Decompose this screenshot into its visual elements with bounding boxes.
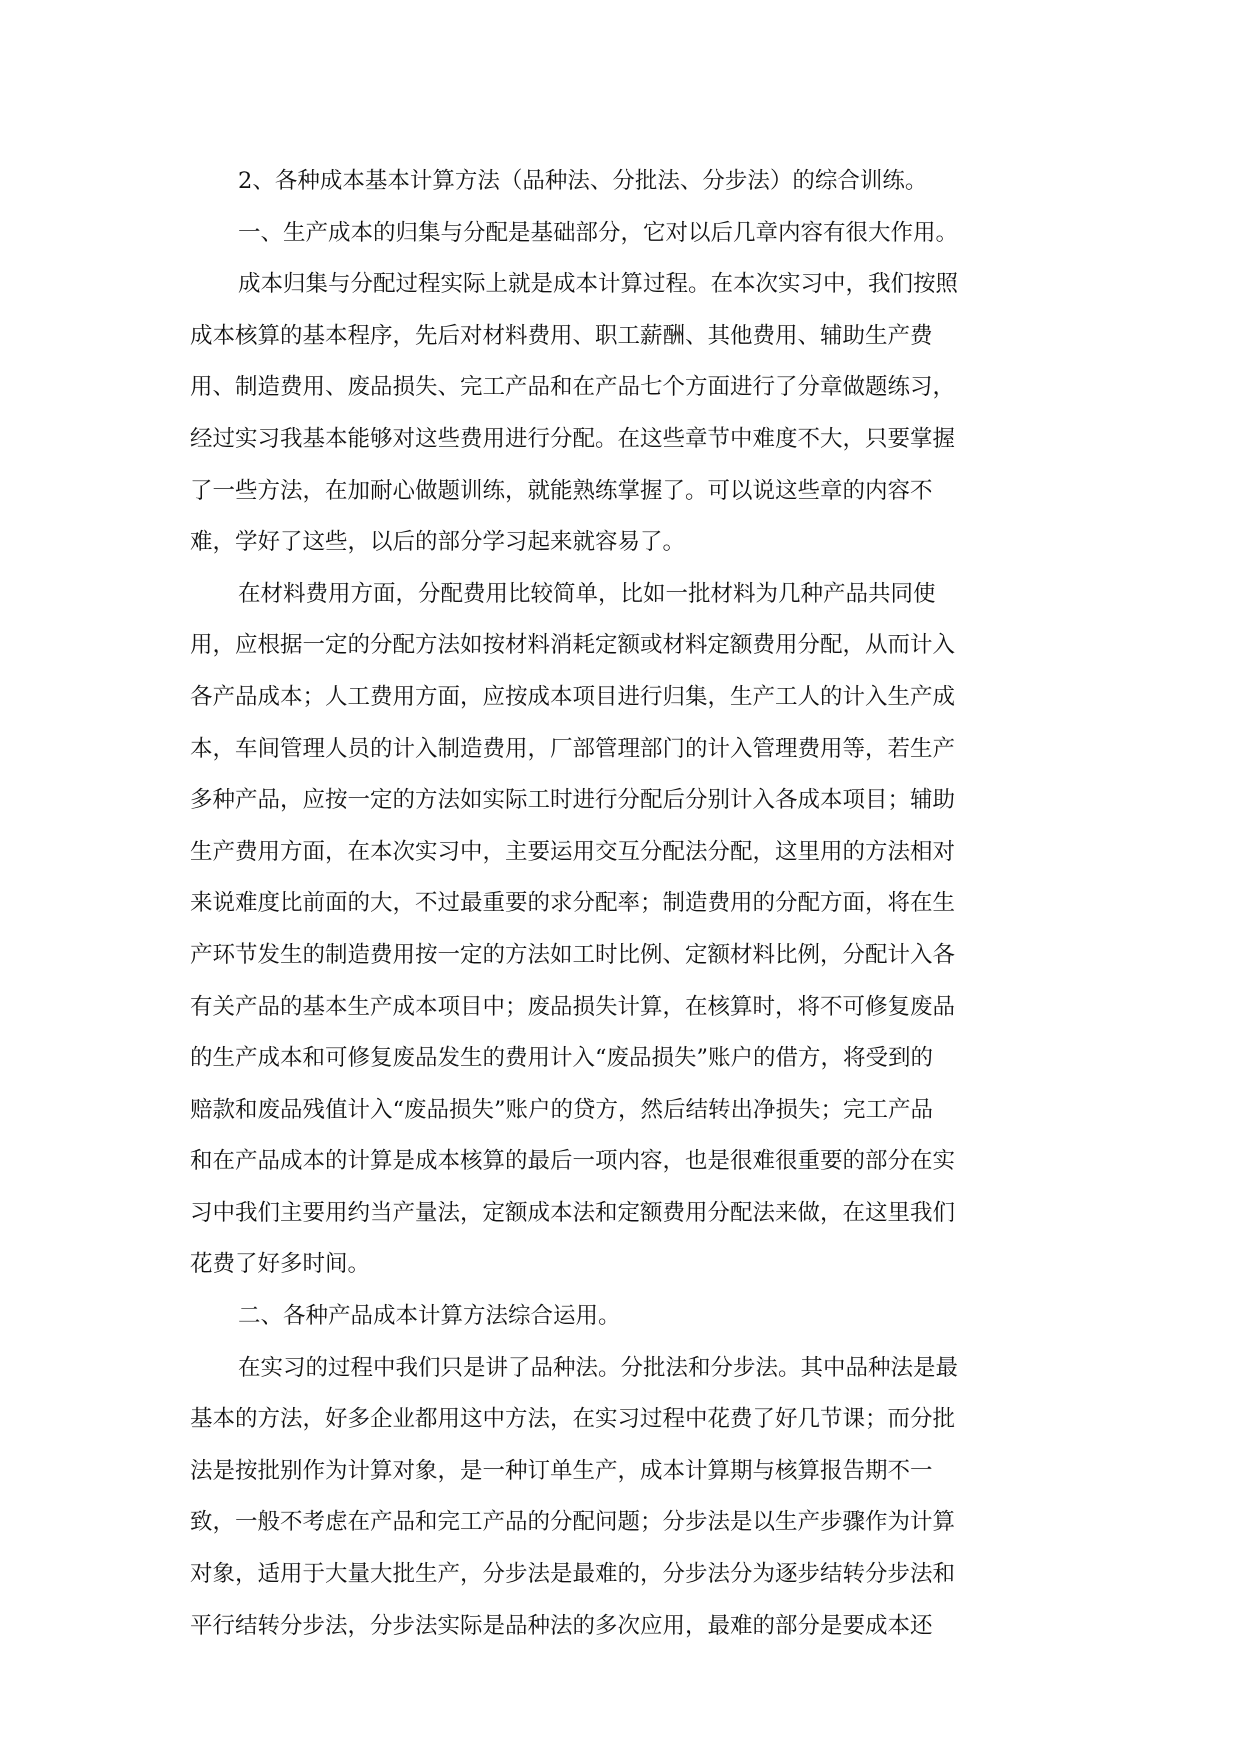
text-line: 生产费用方面，在本次实习中，主要运用交互分配法分配，这里用的方法相对	[190, 838, 956, 865]
text-line: 花费了好多时间。	[190, 1251, 371, 1278]
text-line: 的生产成本和可修复废品发生的费用计入“废品损失”账户的借方，将受到的	[190, 1045, 934, 1072]
text-line: 致，一般不考虑在产品和完工产品的分配问题；分步法是以生产步骤作为计算	[190, 1509, 956, 1536]
text-line: 本，车间管理人员的计入制造费用，厂部管理部门的计入管理费用等，若生产	[190, 735, 956, 762]
text-line: 各产品成本；人工费用方面，应按成本项目进行归集，生产工人的计入生产成	[190, 683, 956, 710]
text-line: 一、生产成本的归集与分配是基础部分，它对以后几章内容有很大作用。	[238, 219, 959, 246]
text-line: 产环节发生的制造费用按一定的方法如工时比例、定额材料比例，分配计入各	[190, 941, 956, 968]
text-line: 成本归集与分配过程实际上就是成本计算过程。在本次实习中，我们按照	[238, 271, 959, 298]
text-line: 来说难度比前面的大，不过最重要的求分配率；制造费用的分配方面，将在生	[190, 890, 956, 917]
text-line: 用，应根据一定的分配方法如按材料消耗定额或材料定额费用分配，从而计入	[190, 632, 956, 659]
text-line: 习中我们主要用约当产量法，定额成本法和定额费用分配法来做，在这里我们	[190, 1199, 956, 1226]
text-line: 赔款和废品残值计入“废品损失”账户的贷方，然后结转出净损失；完工产品	[190, 1096, 934, 1123]
text-line: 对象，适用于大量大批生产，分步法是最难的，分步法分为逐步结转分步法和	[190, 1561, 956, 1588]
text-line: 用、制造费用、废品损失、完工产品和在产品七个方面进行了分章做题练习，	[190, 374, 956, 401]
text-line: 二、各种产品成本计算方法综合运用。	[238, 1303, 621, 1330]
text-line: 基本的方法，好多企业都用这中方法，在实习过程中花费了好几节课；而分批	[190, 1406, 956, 1433]
text-line: 在实习的过程中我们只是讲了品种法。分批法和分步法。其中品种法是最	[238, 1354, 959, 1381]
text-line: 了一些方法，在加耐心做题训练，就能熟练掌握了。可以说这些章的内容不	[190, 477, 933, 504]
text-line: 多种产品，应按一定的方法如实际工时进行分配后分别计入各成本项目；辅助	[190, 787, 956, 814]
text-line: 成本核算的基本程序，先后对材料费用、职工薪酬、其他费用、辅助生产费	[190, 322, 933, 349]
text-line: 经过实习我基本能够对这些费用进行分配。在这些章节中难度不大，只要掌握	[190, 425, 956, 452]
text-line: 难，学好了这些，以后的部分学习起来就容易了。	[190, 529, 686, 556]
text-line: 法是按批别作为计算对象，是一种订单生产，成本计算期与核算报告期不一	[190, 1457, 933, 1484]
text-line: 在材料费用方面，分配费用比较简单，比如一批材料为几种产品共同使	[238, 580, 936, 607]
text-line: 平行结转分步法，分步法实际是品种法的多次应用，最难的部分是要成本还	[190, 1612, 933, 1639]
document-page	[190, 156, 1014, 1652]
text-line: 有关产品的基本生产成本项目中；废品损失计算，在核算时，将不可修复废品	[190, 993, 956, 1020]
text-line: 和在产品成本的计算是成本核算的最后一项内容，也是很难很重要的部分在实	[190, 1148, 956, 1175]
text-line: 2、各种成本基本计算方法（品种法、分批法、分步法）的综合训练。	[238, 168, 928, 194]
